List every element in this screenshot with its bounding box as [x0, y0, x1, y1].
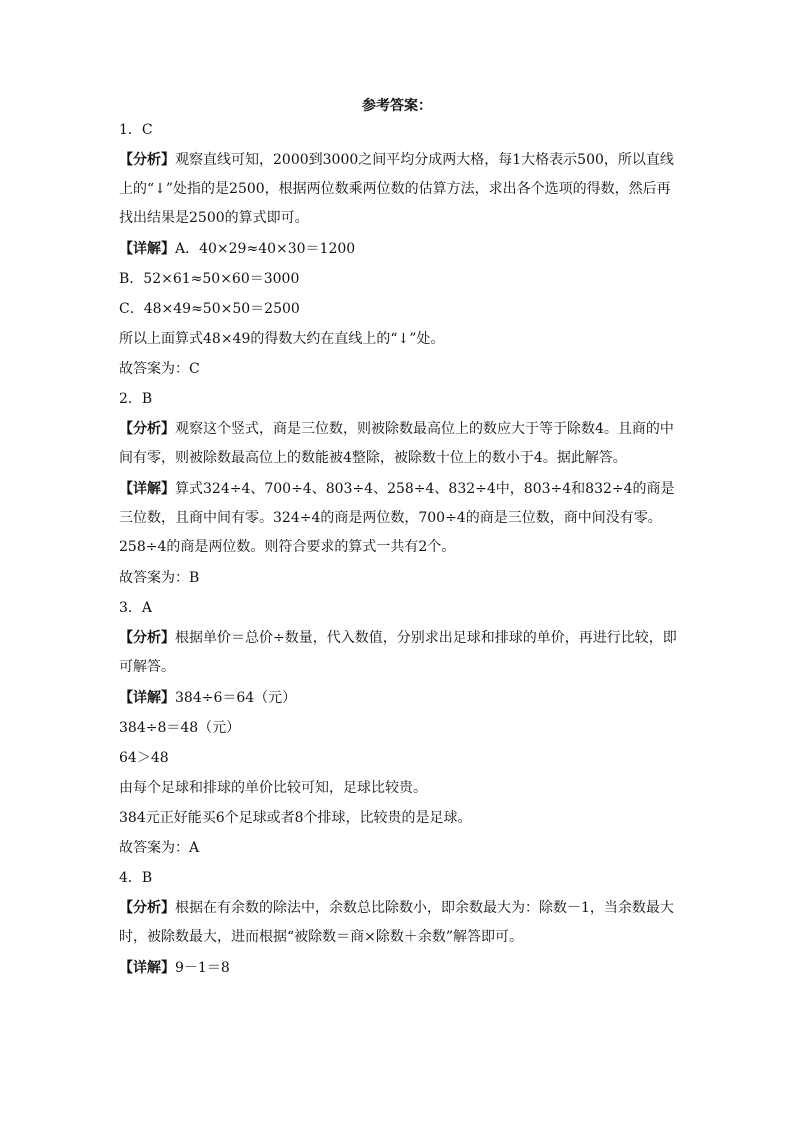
q3-detail-2: 384÷8＝48（元）	[119, 720, 241, 736]
q1-detail-tag: 【详解】	[119, 241, 175, 257]
q4-analysis	[119, 894, 679, 952]
q3-detail-5: 384元正好能买6个足球或者8个排球，比较贵的是足球。	[119, 810, 472, 826]
q2-detail-tag: 【详解】	[119, 481, 175, 497]
q2-analysis-tag: 【分析】	[119, 421, 175, 437]
q2-detail-text: 算式324÷4、700÷4、803÷4、258÷4、832÷4中，803÷4和832÷4的商是三位数，且商中间有零。324÷4的商是两位数，700÷4的商是三位数，商中间没有零。258÷4的商是两位数。则符合要求的算式一共有2个。	[119, 481, 675, 555]
q4-detail-tag: 【详解】	[119, 960, 175, 976]
q3-detail-3: 64＞48	[119, 750, 169, 766]
q3-detail-tag: 【详解】	[119, 690, 175, 706]
q4-analysis-text: 根据在有余数的除法中，余数总比除数小，即余数最大为：除数－1，当余数最大时，被除数最大，进而根据“被除数＝商×除数＋余数”解答即可。	[119, 900, 674, 945]
q1-conclusion: 所以上面算式48×49的得数大约在直线上的“↓”处。	[119, 331, 445, 347]
q1-detail-c: C．48×49≈50×50＝2500	[119, 301, 300, 317]
page-title: 参考答案：	[362, 98, 432, 114]
q3-detail-4: 由每个足球和排球的单价比较可知，足球比较贵。	[119, 780, 427, 796]
q3-detail-1-text: 384÷6＝64（元）	[175, 690, 297, 706]
q3-detail-1	[119, 688, 679, 708]
q2-answer: 故答案为：B	[119, 570, 200, 586]
q1-detail-a	[119, 239, 679, 259]
q3-number: 3．A	[119, 600, 153, 616]
q1-number: 1．C	[119, 122, 153, 138]
q3-answer: 故答案为：A	[119, 840, 200, 856]
q1-detail-b: B．52×61≈50×60＝3000	[119, 271, 300, 287]
q1-analysis	[119, 146, 679, 233]
q1-analysis-text: 观察直线可知，2000到3000之间平均分成两大格，每1大格表示500，所以直线上的“↓”处指的是2500，根据两位数乘两位数的估算方法，求出各个选项的得数，然后再找出结果是2500的算式即可。	[119, 152, 674, 226]
q2-detail	[119, 475, 679, 562]
q1-detail-a-text: A．40×29≈40×30＝1200	[175, 241, 356, 257]
q3-analysis-text: 根据单价＝总价÷数量，代入数值，分别求出足球和排球的单价，再进行比较，即可解答。	[119, 630, 677, 675]
q2-number: 2．B	[119, 391, 153, 407]
q2-analysis-text: 观察这个竖式，商是三位数，则被除数最高位上的数应大于等于除数4。且商的中间有零，则被除数最高位上的数能被4整除，被除数十位上的数小于4。据此解答。	[119, 421, 674, 466]
q1-answer: 故答案为：C	[119, 361, 200, 377]
q4-detail-1	[119, 958, 679, 978]
q3-analysis-tag: 【分析】	[119, 630, 175, 646]
q1-analysis-tag: 【分析】	[119, 152, 175, 168]
q4-number: 4．B	[119, 870, 153, 886]
q4-detail-1-text: 9－1＝8	[175, 960, 230, 976]
q3-analysis	[119, 624, 679, 682]
q4-analysis-tag: 【分析】	[119, 900, 175, 916]
answer-content	[119, 120, 679, 988]
q2-analysis	[119, 415, 679, 473]
